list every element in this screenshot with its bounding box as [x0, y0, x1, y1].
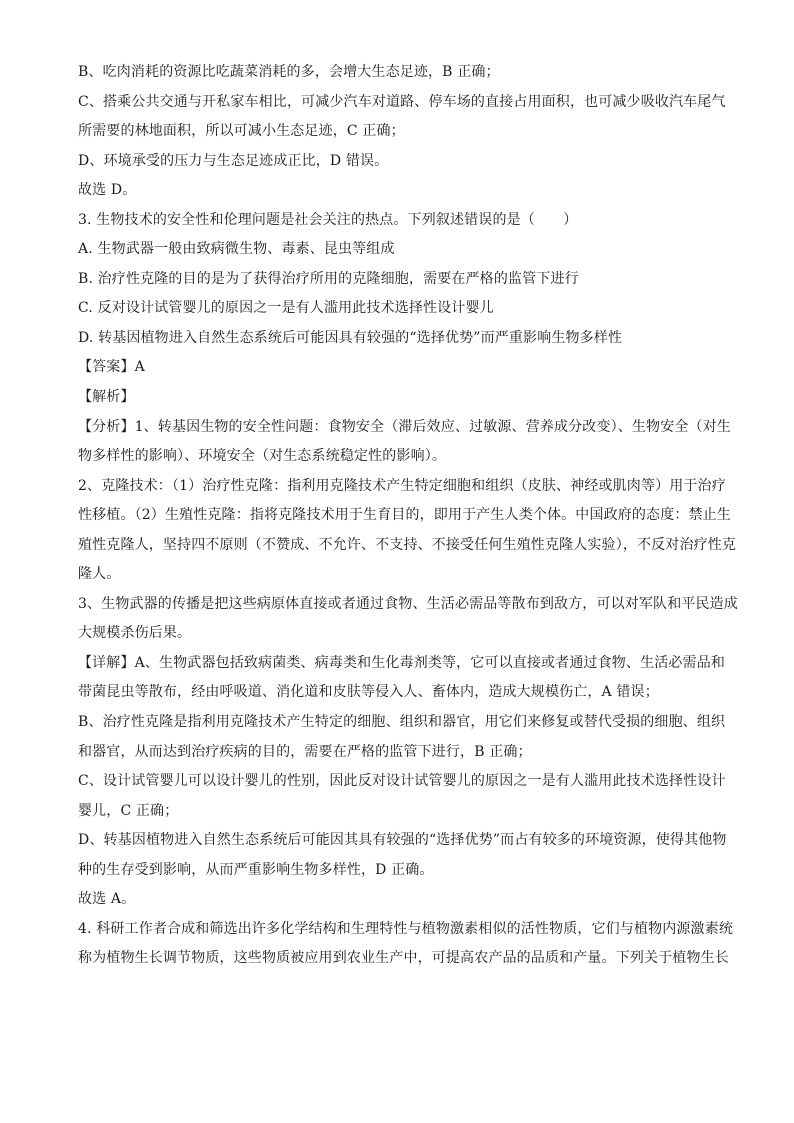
text-line: 带菌昆虫等散布，经由呼吸道、消化道和皮肤等侵入人、畜体内，造成大规模伤亡，A 错误；: [78, 684, 659, 701]
option-b: B. 治疗性克隆的目的是为了获得治疗所用的克隆细胞，需要在严格的监管下进行: [78, 270, 579, 287]
text-line: D、环境承受的压力与生态足迹成正比，D 错误。: [78, 152, 389, 169]
text-line: 大规模杀伤后果。: [78, 625, 192, 642]
text-line: 性移植。（2）生殖性克隆：指将克隆技术用于生育目的，即用于产生人类个体。中国政府的态度：禁止生: [78, 507, 731, 524]
text-line: 婴儿，C 正确；: [78, 802, 179, 819]
answer-line: 【答案】A: [78, 359, 145, 376]
text-line: 3、生物武器的传播是把这些病原体直接或者通过食物、生活必需品等散布到敌方，可以对军队和平民造成: [78, 595, 738, 612]
text-line: 和器官，从而达到治疗疾病的目的，需要在严格的监管下进行，B 正确；: [78, 743, 532, 760]
text-line: 所需要的林地面积，所以可减小生态足迹，C 正确；: [78, 123, 405, 140]
text-line: B、治疗性克隆是指利用克隆技术产生特定的细胞、组织和器官，用它们来修复或替代受损的细胞、组织: [78, 714, 726, 731]
text-line: C、设计试管婴儿可以设计婴儿的性别，因此反对设计试管婴儿的原因之一是有人滥用此技术选择性设计: [78, 773, 726, 790]
text-line: B、吃肉消耗的资源比吃蔬菜消耗的多，会增大生态足迹，B 正确；: [78, 64, 500, 80]
text-line: 隆人。: [78, 566, 121, 583]
option-d: D. 转基因植物进入自然生态系统后可能因具有较强的“选择优势”而严重影响生物多样性: [78, 329, 623, 346]
text-line: 故选 D。: [78, 182, 137, 199]
text-line: D、转基因植物进入自然生态系统后可能因其具有较强的“选择优势”而占有较多的环境资源，使得其他物: [78, 832, 727, 849]
analysis-heading: 【解析】: [78, 389, 135, 406]
text-line: 称为植物生长调节物质，这些物质被应用到农业生产中，可提高农产品的品质和产量。下列关于植物生长: [78, 950, 729, 967]
question-4-stem: 4. 科研工作者合成和筛选出许多化学结构和生理特性与植物激素相似的活性物质，它们与植物内源激素统: [78, 920, 734, 937]
text-line: 物多样性的影响）、环境安全（对生态系统稳定性的影响）。: [78, 448, 447, 465]
option-a: A. 生物武器一般由致病微生物、毒素、昆虫等组成: [78, 241, 395, 258]
text-line: 2、克隆技术：（1）治疗性克隆：指利用克隆技术产生特定细胞和组织（皮肤、神经或肌肉等）用于治疗: [78, 477, 726, 494]
text-line: 种的生存受到影响，从而严重影响生物多样性，D 正确。: [78, 861, 434, 878]
text-line: 【详解】A、生物武器包括致病菌类、病毒类和生化毒剂类等，它可以直接或者通过食物、生活必需品和: [78, 654, 726, 671]
document-page: [78, 62, 738, 978]
option-c: C. 反对设计试管婴儿的原因之一是有人滥用此技术选择性设计婴儿: [78, 300, 494, 317]
text-line: C、搭乘公共交通与开私家车相比，可减少汽车对道路、停车场的直接占用面积，也可减少吸收汽车尾气: [78, 93, 726, 110]
question-3-stem: 3. 生物技术的安全性和伦理问题是社会关注的热点。下列叙述错误的是（ ）: [78, 211, 578, 228]
text-line: 殖性克隆人，坚持四不原则（不赞成、不允许、不支持、不接受任何生殖性克隆人实验），不反对治疗性克: [78, 536, 737, 553]
text-line: 故选 A。: [78, 891, 136, 908]
text-line: 【分析】1、转基因生物的安全性问题：食物安全（滞后效应、过敏源、营养成分改变）、生物安全（对生: [78, 418, 731, 435]
